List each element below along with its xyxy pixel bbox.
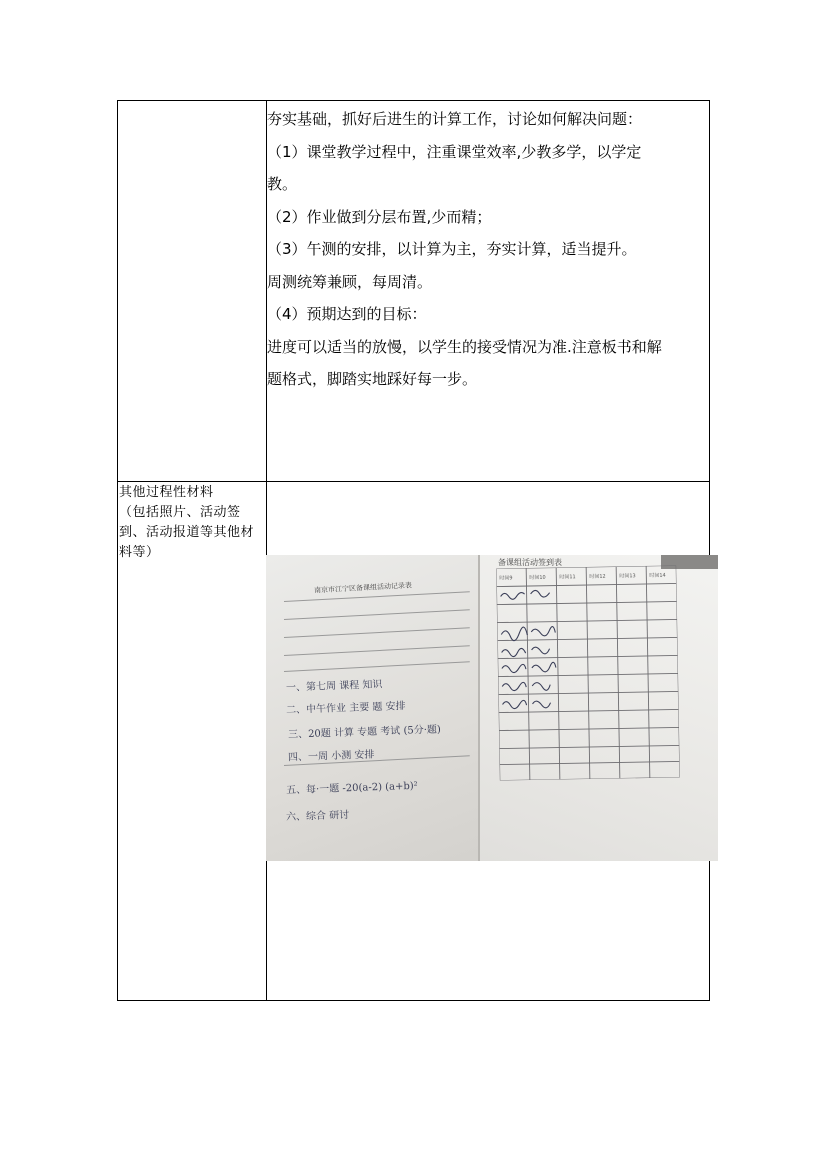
handwritten-item: 三、20题 计算 专题 考试 (5分·题) — [287, 724, 442, 741]
label-line: 到、活动报道等其他材 — [119, 525, 255, 540]
form-line — [284, 645, 470, 656]
content-line: 周测统筹兼顾，每周清。 — [267, 272, 433, 291]
signin-grid — [496, 565, 680, 780]
content-line: （4）预期达到的目标： — [267, 305, 427, 323]
form-line — [284, 627, 470, 638]
grid-header: 时间13 — [619, 573, 636, 580]
grid-header: 时间12 — [589, 573, 606, 580]
photo-form-sheet — [266, 555, 504, 861]
grid-header: 时间14 — [649, 572, 666, 579]
label-line: （包括照片、活动签 — [119, 505, 241, 520]
content-line: 题格式，脚踏实地踩好每一步。 — [267, 370, 478, 388]
handwritten-item: 二、中午作业 主要 题 安排 — [285, 700, 406, 717]
handwritten-item: 四、一周 小测 安排 — [287, 749, 375, 764]
handwritten-item: 五、每·一题 -20(a-2) (a+b)² — [285, 780, 418, 797]
form-line — [284, 609, 470, 620]
form-title: 南京市江宁区备课组活动记录表 — [313, 581, 413, 595]
content-line: 夯实基础，抓好后进生的计算工作，讨论如何解决问题： — [267, 110, 643, 128]
label-line: 其他过程性材料 — [119, 485, 214, 500]
content-line: 进度可以适当的放慢，以学生的接受情况为准.注意板书和解 — [267, 337, 662, 356]
content-line: （1）课堂教学过程中，注重课堂效率,少教多学，以学定 — [267, 142, 642, 161]
grid-header: 时间10 — [529, 574, 546, 582]
other-materials-label-cell — [118, 482, 266, 563]
content-line: （2）作业做到分层布置,少而精； — [267, 207, 492, 226]
label-line: 料等） — [119, 545, 160, 560]
discussion-content-cell — [267, 101, 710, 481]
handwritten-item: 一、第七周 课程 知识 — [285, 679, 383, 694]
content-line: 教。 — [267, 175, 298, 193]
activity-record-photo — [266, 555, 718, 861]
signin-title: 备课组活动签到表 — [498, 558, 562, 567]
handwritten-item: 六、综合 研讨 — [285, 809, 350, 824]
form-line — [284, 661, 470, 672]
record-table — [117, 100, 710, 1001]
grid-header: 时间11 — [559, 574, 576, 581]
content-line: （3）午测的安排，以计算为主，夯实计算，适当提升。 — [267, 240, 637, 258]
form-line — [284, 591, 470, 602]
grid-header: 时间9 — [499, 575, 513, 582]
